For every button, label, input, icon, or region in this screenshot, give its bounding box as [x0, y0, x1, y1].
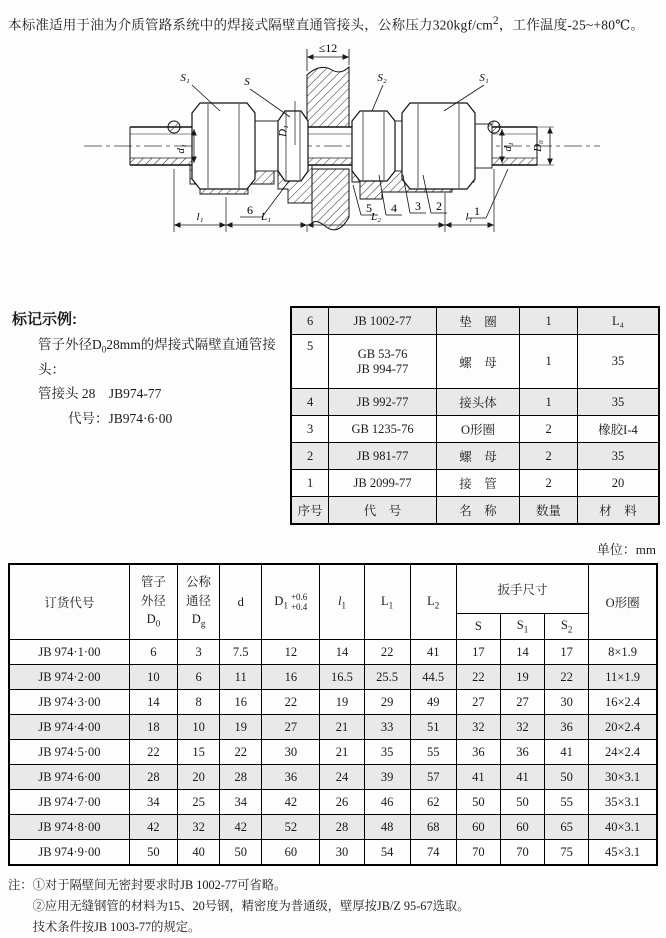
cell: 35	[577, 443, 659, 470]
dim-l1-left: l₁	[196, 211, 204, 224]
cell: 57	[410, 765, 456, 790]
code-line-1: GB 53-76	[357, 346, 408, 361]
cell: 14	[129, 690, 177, 715]
nut-s1-left	[192, 103, 255, 189]
cell: 75	[545, 840, 589, 866]
sym: L	[381, 593, 389, 608]
cell: 接头体	[436, 389, 520, 416]
table-row	[9, 640, 657, 665]
note-line-3: 技术条件按JB 1003-77的规定。	[32, 919, 201, 934]
marking-line-2: 管接头 28 JB974-77	[38, 386, 162, 402]
weld-bead-left	[168, 121, 180, 133]
cell: 24	[320, 765, 364, 790]
cell: JB 974·7·00	[9, 790, 129, 815]
part-number-2: 2	[436, 199, 442, 214]
cell: JB 974·5·00	[9, 740, 129, 765]
cell: GB 1235-76	[329, 416, 436, 443]
dimensions-table	[8, 563, 658, 866]
cell: 螺 母	[436, 335, 520, 389]
col-s1	[500, 614, 544, 640]
intro-superscript: 2	[493, 15, 499, 27]
marking-line1-pre: 管子外径D	[38, 337, 102, 353]
part-number-5: 5	[366, 201, 372, 216]
bulkhead-wall-upper	[307, 67, 349, 127]
cell: 1	[291, 470, 329, 497]
cell: 39	[364, 765, 410, 790]
cell: 36	[262, 765, 320, 790]
cell: 42	[129, 815, 177, 840]
cell: 65	[545, 815, 589, 840]
table-row	[9, 765, 657, 790]
col-L2	[410, 564, 456, 640]
cell: O形圈	[436, 416, 520, 443]
cell: 22	[545, 665, 589, 690]
cell: 42	[220, 815, 262, 840]
col-order-code: 订货代号	[9, 564, 129, 640]
cell: 11	[220, 665, 262, 690]
cell: 1	[520, 307, 578, 335]
col-l1	[320, 564, 364, 640]
cell: 19	[320, 690, 364, 715]
nut-s	[278, 111, 308, 181]
cell: 50	[456, 790, 500, 815]
cell: 40×3.1	[589, 815, 657, 840]
intro-text-pre: 本标准适用于油为介质管路系统中的焊接式隔壁直通管接头，公称压力320kgf/cm	[8, 17, 493, 33]
table-row	[9, 715, 657, 740]
sym: l	[337, 593, 342, 608]
col-d1-tolerance	[262, 564, 320, 640]
parts-header-row	[291, 497, 659, 525]
part-number-3: 3	[415, 199, 421, 214]
cell: 12	[262, 640, 320, 665]
cell: 1	[520, 335, 578, 389]
cell: 28	[320, 815, 364, 840]
sym: D	[274, 593, 284, 608]
sym: D	[146, 612, 156, 627]
cell: 45×3.1	[589, 840, 657, 866]
cell: JB 992-77	[329, 389, 436, 416]
cell: 20	[577, 470, 659, 497]
cell: 3	[291, 416, 329, 443]
col-nominal-dia	[178, 564, 220, 640]
col-pipe-od	[129, 564, 177, 640]
header-cell: 名 称	[436, 497, 520, 525]
cell: JB 1002-77	[329, 307, 436, 335]
parts-row-3	[291, 416, 659, 443]
notes-body	[33, 875, 470, 938]
nut-s1-right	[402, 103, 475, 189]
cell: 50	[129, 840, 177, 866]
cell: 34	[129, 790, 177, 815]
cell: 14	[320, 640, 364, 665]
marking-line1-sub: 0	[101, 344, 107, 355]
cell: 35	[577, 389, 659, 416]
header-cell: 材 料	[577, 497, 659, 525]
cell: JB 974·1·00	[9, 640, 129, 665]
marking-line-3: 代号：JB974·6·00	[68, 410, 173, 426]
cell: 22	[129, 740, 177, 765]
col-d: d	[220, 564, 262, 640]
cell: 22	[456, 665, 500, 690]
cell: 55	[410, 740, 456, 765]
dim-top-label: ≤12	[318, 41, 338, 56]
sym-sub: 0	[155, 618, 161, 629]
cell: 21	[320, 740, 364, 765]
marking-title: 标记示例:	[12, 311, 77, 329]
cell: 50	[500, 790, 544, 815]
parts-row-2	[291, 443, 659, 470]
technical-drawing	[82, 41, 666, 262]
notes-label: 注：	[8, 878, 33, 893]
sym: S	[516, 618, 524, 633]
label-d1-left: d₁	[175, 144, 187, 154]
dim-L1: L₁	[261, 211, 271, 224]
cell: 19	[220, 715, 262, 740]
cell: 2	[291, 443, 329, 470]
hdr-line: 通径	[186, 593, 212, 608]
cell: 28	[220, 765, 262, 790]
cell: 33	[364, 715, 410, 740]
cell: 25	[178, 790, 220, 815]
bulkhead-wall-lower	[312, 169, 349, 230]
notes	[8, 875, 666, 938]
cell: 50	[545, 765, 589, 790]
cell: JB 2099-77	[329, 470, 436, 497]
cell: 22	[364, 640, 410, 665]
sym-sub: 1	[523, 624, 529, 635]
cell: 70	[456, 840, 500, 866]
cell: 49	[410, 690, 456, 715]
table-row	[9, 840, 657, 866]
cell: 52	[262, 815, 320, 840]
cell: 接 管	[436, 470, 520, 497]
table-row	[9, 665, 657, 690]
cell: L₄	[577, 307, 659, 335]
intro-paragraph	[0, 0, 666, 35]
parts-row-1	[291, 470, 659, 497]
cell: 51	[410, 715, 456, 740]
table-row	[9, 815, 657, 840]
cell: 5	[291, 335, 329, 389]
cell: 40	[178, 840, 220, 866]
dim-l1-right: l₁	[465, 211, 473, 224]
sym: D	[191, 612, 201, 627]
table-row	[9, 740, 657, 765]
sym-sub: 1	[283, 600, 288, 611]
parts-row-4	[291, 389, 659, 416]
cell: 41	[545, 740, 589, 765]
cell: 60	[456, 815, 500, 840]
cell: JB 974·3·00	[9, 690, 129, 715]
hdr-sym	[132, 610, 175, 631]
marking-example	[12, 306, 290, 431]
cell: 32	[456, 715, 500, 740]
label-d1-center: D₁	[277, 125, 289, 137]
parts-row-6	[291, 307, 659, 335]
sym-sub: g	[200, 618, 206, 629]
col-s2	[545, 614, 589, 640]
hdr-sym	[180, 610, 217, 631]
label-s1-right: S₁	[479, 72, 489, 85]
cell: 2	[520, 470, 578, 497]
cell: 29	[364, 690, 410, 715]
hdr-line: 公称	[186, 574, 212, 589]
nut-s2	[352, 111, 395, 181]
cell: 橡胶I-4	[577, 416, 659, 443]
header-cell: 序号	[291, 497, 329, 525]
parts-row-5	[291, 335, 659, 389]
cell: 16.5	[320, 665, 364, 690]
cell: 36	[500, 740, 544, 765]
marking-line-1	[38, 333, 290, 382]
sym-sub: 1	[388, 600, 394, 611]
middle-section	[0, 306, 666, 525]
cell: 70	[500, 840, 544, 866]
weld-bead-right	[488, 121, 500, 133]
code-line-2: JB 994-77	[356, 361, 409, 376]
cell: 6	[178, 665, 220, 690]
cell: 32	[178, 815, 220, 840]
label-s: S	[244, 76, 250, 89]
sym-sub: 2	[434, 600, 440, 611]
col-s: S	[456, 614, 500, 640]
cell: 2	[520, 443, 578, 470]
sym-sub: 2	[567, 624, 573, 635]
cell: JB 974·9·00	[9, 840, 129, 866]
cell: 60	[500, 815, 544, 840]
label-d1-right: d₁	[502, 142, 514, 152]
marking-line1-post: 28mm的焊接式隔壁直通管接头：	[38, 337, 276, 377]
cell: 28	[129, 765, 177, 790]
cell: 50	[220, 840, 262, 866]
label-s1-left: S₁	[180, 72, 190, 85]
cell: 30	[545, 690, 589, 715]
cell: 螺 母	[436, 443, 520, 470]
sym: S	[560, 618, 568, 633]
cell: 10	[129, 665, 177, 690]
cell: JB 974·8·00	[9, 815, 129, 840]
cell: 7.5	[220, 640, 262, 665]
cell: JB 974·4·00	[9, 715, 129, 740]
cell: 16	[262, 665, 320, 690]
col-L1	[364, 564, 410, 640]
unit-label: 单位：mm	[596, 542, 656, 558]
sym-sub: 1	[341, 600, 346, 611]
hdr-line: 管子	[140, 574, 166, 589]
cell: 10	[178, 715, 220, 740]
part-number-4: 4	[391, 201, 397, 216]
cell: 14	[500, 640, 544, 665]
cell: 21	[320, 715, 364, 740]
cell: 27	[262, 715, 320, 740]
cell: 16×2.4	[589, 690, 657, 715]
cell: 1	[520, 389, 578, 416]
sym: L	[427, 593, 435, 608]
cell: 15	[178, 740, 220, 765]
header-row-1	[9, 564, 657, 614]
table-row	[9, 690, 657, 715]
cell: 22	[220, 740, 262, 765]
cell: 垫 圈	[436, 307, 520, 335]
cell: 8×1.9	[589, 640, 657, 665]
cell: JB 974·6·00	[9, 765, 129, 790]
cell: 27	[456, 690, 500, 715]
cell: 44.5	[410, 665, 456, 690]
cell: 22	[262, 690, 320, 715]
cell: 74	[410, 840, 456, 866]
label-d0: D₀	[532, 140, 544, 152]
cell: 41	[410, 640, 456, 665]
cell: 30	[262, 740, 320, 765]
cell: 54	[364, 840, 410, 866]
cell: 46	[364, 790, 410, 815]
cell: JB 981-77	[329, 443, 436, 470]
cell: 36	[456, 740, 500, 765]
cell: 62	[410, 790, 456, 815]
cell: 18	[129, 715, 177, 740]
cell: 6	[291, 307, 329, 335]
cell: 32	[500, 715, 544, 740]
cell: 30×3.1	[589, 765, 657, 790]
cell: 68	[410, 815, 456, 840]
label-s2: S₂	[377, 72, 387, 85]
intro-text-post: ，工作温度-25~+80℃。	[498, 17, 645, 33]
header-cell: 代 号	[329, 497, 436, 525]
cell	[329, 335, 436, 389]
part-number-6: 6	[247, 203, 253, 218]
table-row	[9, 790, 657, 815]
cell: 17	[545, 640, 589, 665]
cell: 25.5	[364, 665, 410, 690]
cell: 55	[545, 790, 589, 815]
tol-lower: +0.4	[290, 602, 308, 613]
cell: 4	[291, 389, 329, 416]
bulkhead-fitting-drawing	[82, 41, 602, 257]
cell: 27	[500, 690, 544, 715]
cell: 3	[178, 640, 220, 665]
col-wrench-sizes: 扳手尺寸	[456, 564, 588, 614]
cell: 42	[262, 790, 320, 815]
note-line-1: ①对于隔壁间无密封要求时JB 1002-77可省略。	[32, 878, 287, 893]
cell: 34	[220, 790, 262, 815]
part-number-1: 1	[474, 204, 480, 219]
cell: 20×2.4	[589, 715, 657, 740]
tol-upper: +0.6	[290, 591, 308, 602]
cell: 2	[520, 416, 578, 443]
header-cell: 数量	[520, 497, 578, 525]
cell: 20	[178, 765, 220, 790]
dim-L2: L₂	[371, 211, 381, 224]
cell: 30	[320, 840, 364, 866]
cell: 6	[129, 640, 177, 665]
cell: 36	[545, 715, 589, 740]
cell: 17	[456, 640, 500, 665]
cell: 24×2.4	[589, 740, 657, 765]
cell: 60	[262, 840, 320, 866]
cell: 35×3.1	[589, 790, 657, 815]
cell: 35	[577, 335, 659, 389]
hdr-line: 外径	[140, 593, 166, 608]
cell: 16	[220, 690, 262, 715]
cell: 41	[456, 765, 500, 790]
note-line-2: ②应用无缝钢管的材料为15、20号钢，精密度为普通级，壁厚按JB/Z 95-67选取。	[32, 898, 470, 913]
cell: 19	[500, 665, 544, 690]
col-oring: O形圈	[589, 564, 657, 640]
cell: JB 974·2·00	[9, 665, 129, 690]
cell: 35	[364, 740, 410, 765]
cell: 41	[500, 765, 544, 790]
parts-table	[290, 306, 660, 525]
cell: 26	[320, 790, 364, 815]
cell: 8	[178, 690, 220, 715]
cell: 48	[364, 815, 410, 840]
tolerance	[291, 592, 307, 613]
cell: 11×1.9	[589, 665, 657, 690]
